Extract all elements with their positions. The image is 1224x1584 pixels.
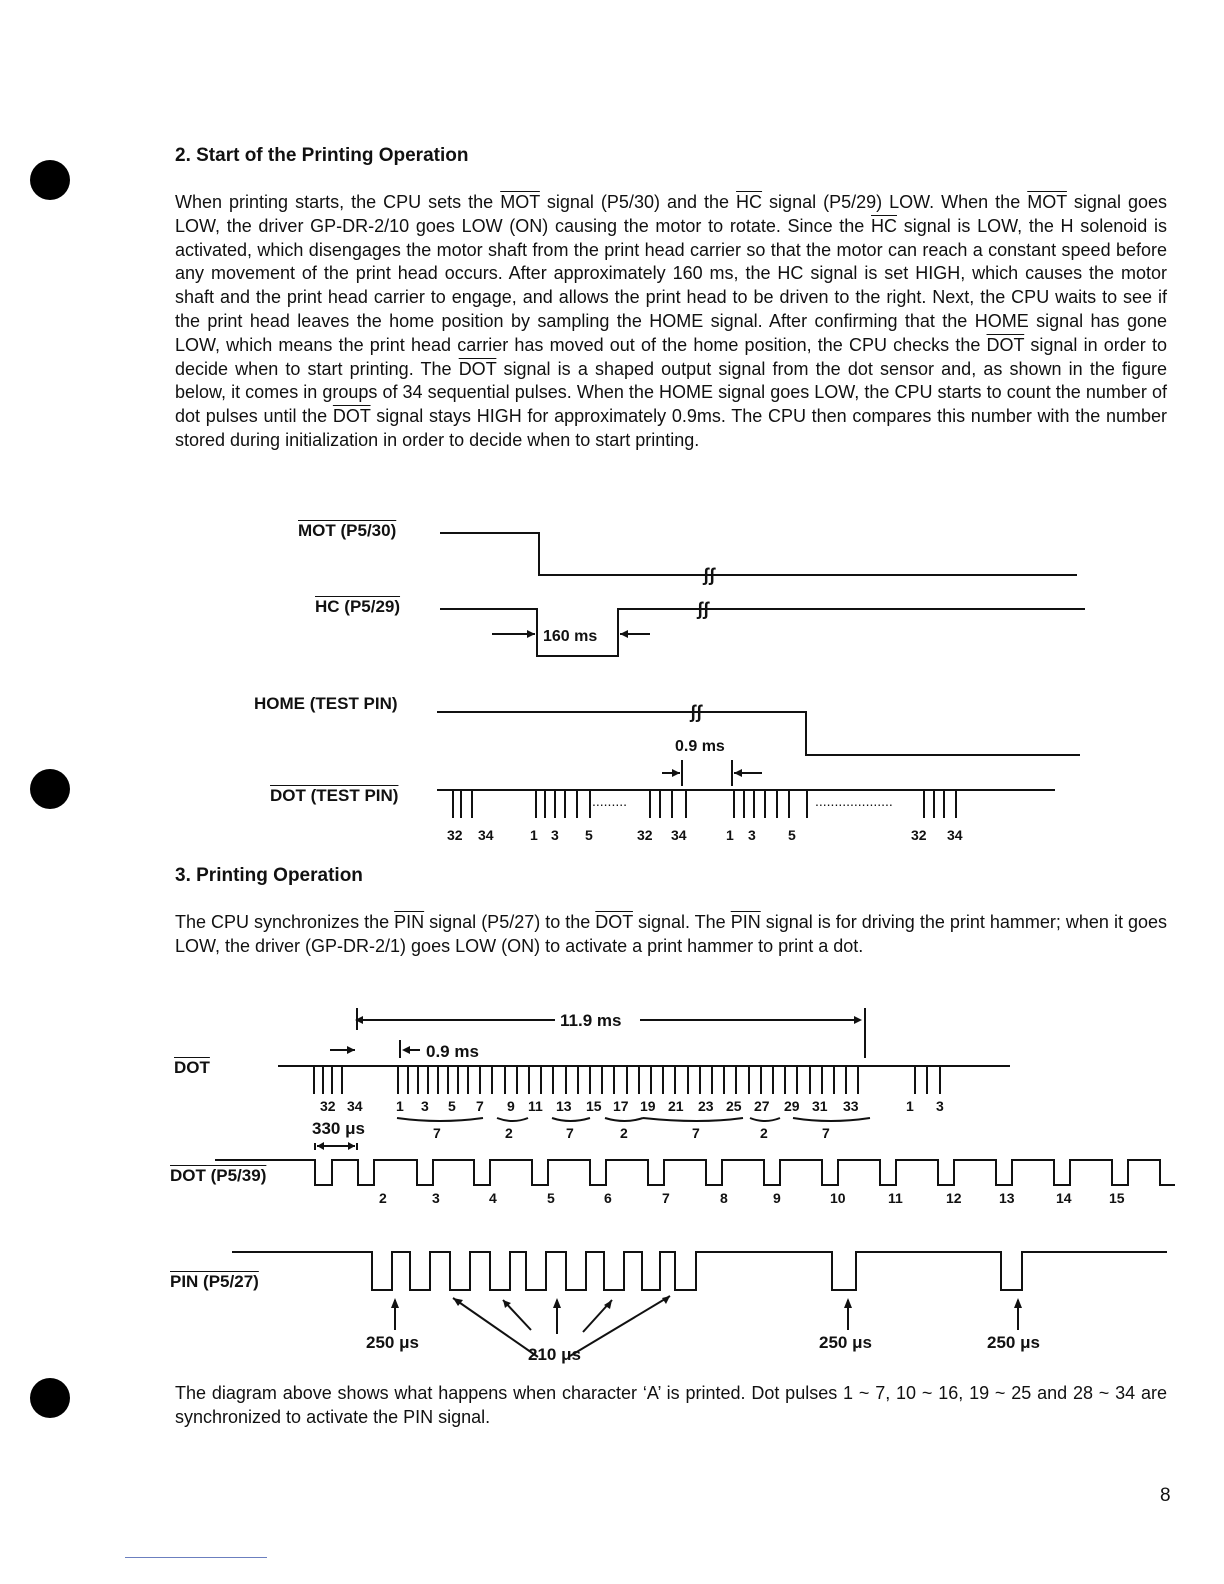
binder-hole-top xyxy=(30,160,70,200)
dot-pulse-number: 3 xyxy=(936,1098,944,1114)
t330-label: 330 μs xyxy=(312,1119,365,1138)
pin-arrows xyxy=(395,1296,1018,1357)
dot-pulse-number: 15 xyxy=(586,1098,602,1114)
t210-label: 210 μs xyxy=(528,1345,581,1364)
t09-span2 xyxy=(330,1040,420,1058)
t160-label: 160 ms xyxy=(543,628,598,645)
dot-pulse-number: 31 xyxy=(812,1098,828,1114)
home-waveform xyxy=(437,712,1080,755)
section-2-heading: 2. Start of the Printing Operation xyxy=(175,145,469,166)
dot-test-pulse-number: 5 xyxy=(788,827,796,843)
dot-pulse-number: 7 xyxy=(476,1098,484,1114)
dot-test-pulse-number: 32 xyxy=(637,827,653,843)
home-signal-label: HOME (TEST PIN) xyxy=(254,694,398,713)
dot-p539-number: 5 xyxy=(547,1190,555,1206)
t330-span xyxy=(315,1143,357,1150)
dot-test-pulse-number: 32 xyxy=(447,827,463,843)
footer-rule xyxy=(125,1557,267,1558)
dot-test-pulse-number: 1 xyxy=(726,827,734,843)
dot-pulse-number: 3 xyxy=(421,1098,429,1114)
dot-p539-number: 6 xyxy=(604,1190,612,1206)
dot-p539-number: 10 xyxy=(830,1190,846,1206)
dot-pulse-number: 9 xyxy=(507,1098,515,1114)
dot-p539-number: 8 xyxy=(720,1190,728,1206)
dot-p539-signal-label: DOT (P5/39) xyxy=(170,1166,267,1185)
dot-test-pulse-number: 34 xyxy=(478,827,494,843)
dot-pulse-number: 17 xyxy=(613,1098,629,1114)
t250-label-a: 250 μs xyxy=(366,1333,419,1352)
dot-test-pulses xyxy=(453,790,956,818)
dot-signal-label: $\overline{DOT}$ xyxy=(174,1058,210,1077)
t119-span xyxy=(357,1008,865,1058)
dot-pulse-number: 33 xyxy=(843,1098,859,1114)
mot-waveform xyxy=(440,533,1077,575)
dot-pulse-number: 25 xyxy=(726,1098,742,1114)
pin-waveform xyxy=(232,1252,1167,1290)
t119-label: 11.9 ms xyxy=(560,1011,622,1030)
dot-test-pulse-number: 34 xyxy=(671,827,687,843)
dot-pulse-number: 32 xyxy=(320,1098,336,1114)
dot-pulses xyxy=(314,1066,940,1094)
dot-p539-number: 11 xyxy=(888,1190,903,1206)
dot-pulse-number: 27 xyxy=(754,1098,770,1114)
dot-pulse-number: 23 xyxy=(698,1098,714,1114)
conclusion-paragraph: The diagram above shows what happens when character ‘A’ is printed. Dot pulses 1 ~ 7, 10 ~ 16, 19 ~ 25 and 28 ~ 34 are synchronized to activate the PIN signal. xyxy=(175,1383,1167,1427)
section-2-paragraph: When printing starts, the CPU sets the $\overline{MOT}$ signal (P5/30) and the $\overline{HC}$ signal (P5/29) LOW. When the $\overline{MOT}$ signal goes LOW, the driver GP-DR-2/10 goes LOW (ON) causing the motor to rotate. Since the $\overline{HC}$ signal is LOW, the H solenoid is activated, which disengages the motor shaft from the print head carrier so that the motor can reach a constant speed before any movement of the print head occurs. After approximately 160 ms, the HC signal is set HIGH, which causes the motor shaft and the print head carrier to engage, and allows the print head to be driven to the right. Next, the CPU waits to see if the print head leaves the home position by sampling the HOME signal. After confirming that the HOME signal has gone LOW, which means the print head carrier has moved out of the home position, the CPU checks the $\overline{DOT}$ signal in order to decide when to start printing. The $\overline{DOT}$ signal is a shaped output signal from the dot sensor and, as shown in the figure below, it comes in groups of 34 sequential pulses. When the HOME signal goes LOW, the CPU starts to count the number of dot pulses until the $\overline{DOT}$ signal stays HIGH for approximately 0.9ms. The CPU then compares this number with the number stored during initialization in order to decide when to start printing. xyxy=(175,192,1168,450)
dot-p539-number: 4 xyxy=(489,1190,497,1206)
dot-pulse-number: 11 xyxy=(528,1098,543,1114)
group-count: 7 xyxy=(692,1125,700,1141)
section-3-heading: 3. Printing Operation xyxy=(175,865,363,886)
group-count: 7 xyxy=(433,1125,441,1141)
dot-pulse-number: 1 xyxy=(906,1098,914,1114)
dot-p539-number: 13 xyxy=(999,1190,1015,1206)
pin-signal-label: PIN (P5/27) xyxy=(170,1272,259,1291)
dot-pulse-number: 34 xyxy=(347,1098,363,1114)
hc-waveform xyxy=(440,609,1085,656)
dot-test-pulse-number: 32 xyxy=(911,827,927,843)
dot-pulse-number: 13 xyxy=(556,1098,572,1114)
page-number: 8 xyxy=(1160,1485,1171,1506)
dot-pulse-number: 19 xyxy=(640,1098,656,1114)
dot-test-pulse-number: 5 xyxy=(585,827,593,843)
dot-test-pulse-number: 3 xyxy=(748,827,756,843)
dot-test-pulse-number: 3 xyxy=(551,827,559,843)
dot-p539-number: 7 xyxy=(662,1190,670,1206)
dot-filler-1: ......... xyxy=(592,793,628,809)
dot-test-pulse-number: 34 xyxy=(947,827,963,843)
dot-p539-number: 9 xyxy=(773,1190,781,1206)
dot-p539-number: 12 xyxy=(946,1190,962,1206)
t250-label-c: 250 μs xyxy=(987,1333,1040,1352)
t09-label: 0.9 ms xyxy=(675,738,725,755)
t09-label2: 0.9 ms xyxy=(426,1042,479,1061)
group-count: 2 xyxy=(620,1125,628,1141)
mot-break-mark: ʃʃ xyxy=(703,565,715,585)
dot-p539-number: 14 xyxy=(1056,1190,1072,1206)
group-braces xyxy=(397,1118,870,1121)
group-count: 2 xyxy=(505,1125,513,1141)
dot-p539-number: 2 xyxy=(379,1190,387,1206)
dot-test-signal-label: DOT (TEST PIN) xyxy=(270,786,399,805)
t250-label-b: 250 μs xyxy=(819,1333,872,1352)
dot-p539-number: 15 xyxy=(1109,1190,1125,1206)
t09-marker xyxy=(662,760,762,786)
mot-signal-label: MOT (P5/30) xyxy=(298,521,397,540)
binder-hole-middle xyxy=(30,769,70,809)
dot-test-pulse-number: 1 xyxy=(530,827,538,843)
home-break-mark: ʃʃ xyxy=(690,702,702,722)
dot-p539-number: 3 xyxy=(432,1190,440,1206)
section-3-paragraph: The CPU synchronizes the $\overline{PIN}$ signal (P5/27) to the $\overline{DOT}$ signal. The $\overline{PIN}$ signal is for driving the print hammer; when it goes LOW, the driver (GP-DR-2/1) goes LOW (ON) to activate a print hammer to print a dot. xyxy=(175,912,1167,956)
group-count: 7 xyxy=(822,1125,830,1141)
dot-pulse-number: 21 xyxy=(668,1098,684,1114)
dot-pulse-number: 1 xyxy=(396,1098,404,1114)
group-count: 7 xyxy=(566,1125,574,1141)
group-count: 2 xyxy=(760,1125,768,1141)
binder-hole-bottom xyxy=(30,1378,70,1418)
hc-break-mark: ʃʃ xyxy=(697,599,709,619)
hc-signal-label: HC (P5/29) xyxy=(315,597,401,616)
dot-pulse-number: 29 xyxy=(784,1098,800,1114)
dot-pulse-number: 5 xyxy=(448,1098,456,1114)
dot-filler-2: .................... xyxy=(815,793,893,809)
dot-p539-waveform xyxy=(215,1160,1175,1185)
